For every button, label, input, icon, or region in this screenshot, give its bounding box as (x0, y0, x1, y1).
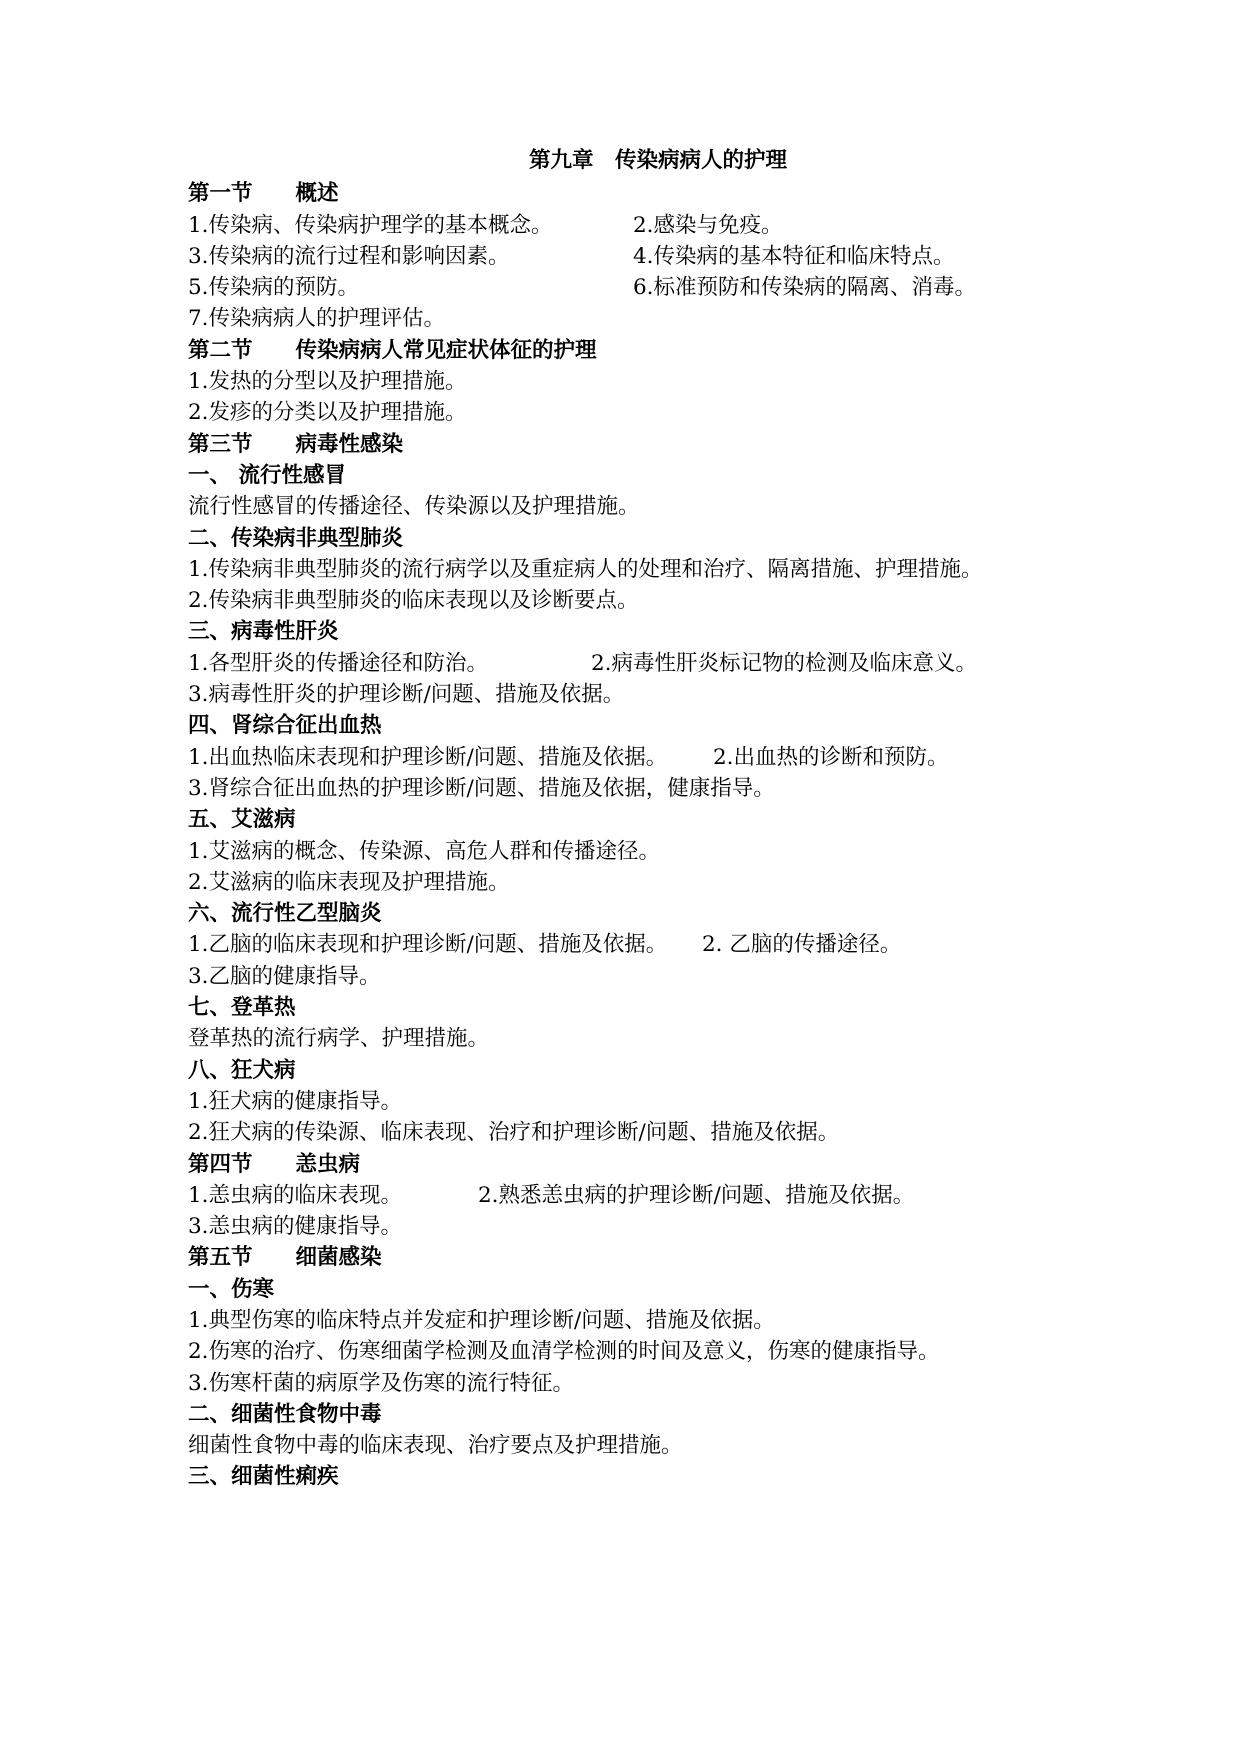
list-item: 1.传染病非典型肺炎的流行病学以及重症病人的处理和治疗、隔离措施、护理措施。 (188, 556, 983, 582)
subsection-heading: 一、伤寒 (188, 1276, 275, 1302)
subsection-heading: 四、肾综合征出血热 (188, 713, 382, 739)
list-item: 4.传染病的基本特征和临床特点。 (633, 243, 955, 269)
list-item: 2.狂犬病的传染源、临床表现、治疗和护理诊断/问题、措施及依据。 (188, 1120, 840, 1146)
list-item: 2.熟悉恙虫病的护理诊断/问题、措施及依据。 (478, 1182, 915, 1208)
item-row (188, 648, 1088, 679)
subsection-heading: 五、艾滋病 (188, 807, 296, 833)
list-item: 6.标准预防和传染病的隔离、消毒。 (633, 275, 977, 301)
item-row (188, 210, 1088, 241)
list-item: 2.传染病非典型肺炎的临床表现以及诊断要点。 (188, 588, 639, 614)
list-item: 1.发热的分型以及护理措施。 (188, 369, 467, 395)
subsection-heading: 三、病毒性肝炎 (188, 619, 339, 645)
document-page (188, 145, 1088, 1493)
list-item: 3.乙脑的健康指导。 (188, 963, 381, 989)
subsection-heading: 七、登革热 (188, 995, 296, 1021)
list-item: 7.传染病病人的护理评估。 (188, 306, 446, 332)
list-item: 1.狂犬病的健康指导。 (188, 1088, 403, 1114)
list-item: 2.发疹的分类以及护理措施。 (188, 400, 467, 426)
subsection-heading: 三、细菌性痢疾 (188, 1464, 339, 1490)
list-item: 5.传染病的预防。 (188, 275, 360, 301)
item-row (188, 742, 1088, 773)
paragraph: 登革热的流行病学、护理措施。 (188, 1026, 490, 1052)
list-item: 2.感染与免疫。 (633, 212, 783, 238)
list-item: 3.伤寒杆菌的病原学及伤寒的流行特征。 (188, 1370, 575, 1396)
subsection-heading: 八、狂犬病 (188, 1057, 296, 1083)
section-heading: 第一节 概述 (188, 181, 339, 207)
section-heading: 第三节 病毒性感染 (188, 431, 404, 457)
list-item: 2. 乙脑的传播途径。 (702, 932, 902, 958)
list-item: 3.病毒性肝炎的护理诊断/问题、措施及依据。 (188, 682, 625, 708)
subsection-heading: 二、细菌性食物中毒 (188, 1401, 382, 1427)
section-heading: 第四节 恙虫病 (188, 1151, 361, 1177)
list-item: 3.肾综合征出血热的护理诊断/问题、措施及依据，健康指导。 (188, 775, 775, 801)
subsection-heading: 一、 流行性感冒 (188, 462, 346, 488)
item-row (188, 1180, 1088, 1211)
list-item: 1.各型肝炎的传播途径和防治。 (188, 650, 489, 676)
list-item: 3.传染病的流行过程和影响因素。 (188, 243, 510, 269)
list-item: 1.典型伤寒的临床特点并发症和护理诊断/问题、措施及依据。 (188, 1307, 775, 1333)
item-row (188, 929, 1088, 960)
subsection-heading: 二、传染病非典型肺炎 (188, 525, 404, 551)
list-item: 1.传染病、传染病护理学的基本概念。 (188, 212, 553, 238)
list-item: 2.出血热的诊断和预防。 (713, 744, 949, 770)
list-item: 1.恙虫病的临床表现。 (188, 1182, 403, 1208)
section-heading: 第二节 传染病病人常见症状体征的护理 (188, 337, 597, 363)
list-item: 1.出血热临床表现和护理诊断/问题、措施及依据。 (188, 744, 668, 770)
list-item: 3.恙虫病的健康指导。 (188, 1214, 403, 1240)
subsection-heading: 六、流行性乙型脑炎 (188, 901, 382, 927)
item-row (188, 241, 1088, 272)
list-item: 2.病毒性肝炎标记物的检测及临床意义。 (591, 650, 978, 676)
list-item: 2.艾滋病的临床表现及护理措施。 (188, 869, 510, 895)
paragraph: 细菌性食物中毒的临床表现、治疗要点及护理措施。 (188, 1433, 683, 1459)
list-item: 1.乙脑的临床表现和护理诊断/问题、措施及依据。 (188, 932, 668, 958)
list-item: 1.艾滋病的概念、传染源、高危人群和传播途径。 (188, 838, 661, 864)
paragraph: 流行性感冒的传播途径、传染源以及护理措施。 (188, 494, 640, 520)
section-heading: 第五节 细菌感染 (188, 1245, 382, 1271)
list-item: 2.伤寒的治疗、伤寒细菌学检测及血清学检测的时间及意义，伤寒的健康指导。 (188, 1339, 940, 1365)
item-row (188, 272, 1088, 303)
chapter-title: 第九章 传染病病人的护理 (528, 148, 787, 173)
